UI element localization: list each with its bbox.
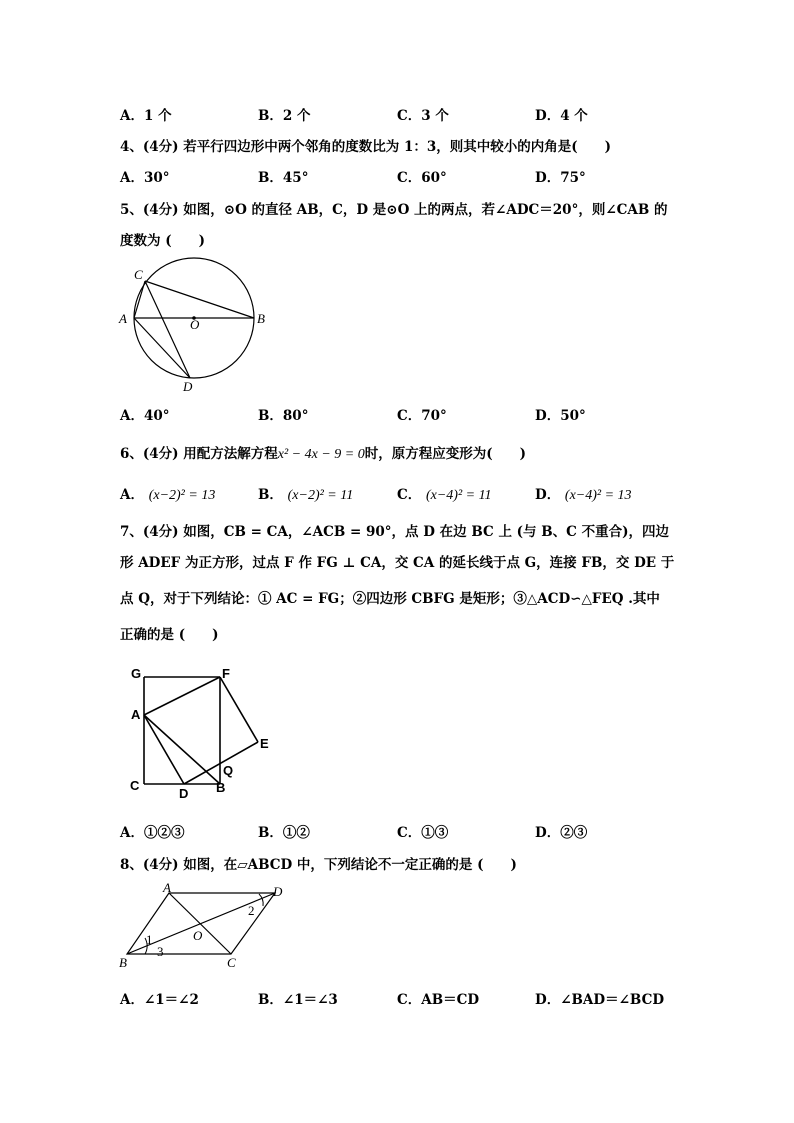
- q6-stem-prefix: 6、(4分) 用配方法解方程: [120, 446, 278, 462]
- q8-parallelogram-figure: [115, 882, 295, 972]
- q5-label-d: D: [183, 379, 193, 394]
- q8-label-o: O: [193, 928, 203, 943]
- q6-equation: x² − 4x − 9 = 0: [277, 447, 365, 462]
- q3-option-d: D．4 个: [535, 108, 588, 124]
- q7-option-a: A．①②③: [120, 825, 185, 841]
- q8-stem: 8、(4分) 如图，在▱ABCD 中，下列结论不一定正确的是 ( ): [120, 857, 517, 873]
- q6-stem: [120, 442, 526, 463]
- q7-label-f: F: [222, 666, 230, 681]
- q7-option-d: D．②③: [535, 825, 588, 841]
- q6-option-a: A． (x−2)² = 13: [120, 487, 216, 503]
- q8-label-c: C: [227, 955, 236, 970]
- q5-label-b: B: [257, 311, 265, 326]
- q7-stem-line3: 点 Q，对于下列结论：① AC = FG；②四边形 CBFG 是矩形；③△ACD∽△FEQ .其中: [120, 591, 660, 607]
- q6-option-b: B． (x−2)² = 11: [258, 487, 354, 503]
- q7-label-b: B: [216, 780, 226, 795]
- q8-label-d: D: [273, 884, 283, 899]
- q7-option-c: C．①③: [397, 825, 449, 841]
- q8-label-a: A: [163, 880, 171, 895]
- q5-label-c: C: [134, 267, 143, 282]
- q4-option-b: B．45°: [258, 170, 309, 186]
- q5-stem-line1: 5、(4分) 如图，⊙O 的直径 AB，C，D 是⊙O 上的两点，若∠ADC＝20°，则∠CAB 的: [120, 202, 668, 218]
- q7-label-q: Q: [223, 763, 234, 778]
- q6-option-c-expr: (x−4)² = 11: [425, 488, 492, 503]
- q7-stem-line2: 形 ADEF 为正方形，过点 F 作 FG ⊥ CA，交 CA 的延长线于点 G，连接 FB，交 DE 于: [120, 555, 675, 571]
- q6-option-a-expr: (x−2)² = 13: [148, 488, 216, 503]
- q7-label-a: A: [131, 707, 141, 722]
- q8-option-a: A．∠1＝∠2: [120, 992, 199, 1008]
- q5-stem-line2: 度数为 ( ): [120, 233, 205, 249]
- q6-option-c: C． (x−4)² = 11: [397, 487, 492, 503]
- q7-stem-line4: 正确的是 ( ): [120, 627, 219, 643]
- q7-label-e: E: [260, 736, 269, 751]
- q6-option-d-expr: (x−4)² = 13: [564, 488, 632, 503]
- q5-option-a: A．40°: [120, 408, 170, 424]
- q7-label-c: C: [130, 778, 140, 793]
- q7-square-figure: [125, 662, 285, 802]
- q7-label-d: D: [179, 786, 189, 801]
- q8-label-b: B: [119, 955, 127, 970]
- q5-option-b: B．80°: [258, 408, 309, 424]
- q5-label-a: A: [119, 311, 127, 326]
- q7-label-g: G: [131, 666, 142, 681]
- q4-option-c: C．60°: [397, 170, 447, 186]
- q8-option-b: B．∠1＝∠3: [258, 992, 338, 1008]
- q4-option-a: A．30°: [120, 170, 170, 186]
- q6-stem-suffix: 时，原方程应变形为( ): [364, 446, 527, 462]
- q3-option-c: C．3 个: [397, 108, 449, 124]
- q6-option-d: D． (x−4)² = 13: [535, 487, 632, 503]
- q3-option-a: A．1 个: [120, 108, 172, 124]
- q3-option-b: B．2 个: [258, 108, 311, 124]
- q7-stem-line1: 7、(4分) 如图，CB = CA，∠ACB = 90°，点 D 在边 BC 上 (与 B、C 不重合)，四边: [120, 524, 669, 540]
- q5-option-d: D．50°: [535, 408, 586, 424]
- q5-option-c: C．70°: [397, 408, 447, 424]
- q8-option-c: C．AB＝CD: [397, 992, 480, 1008]
- q8-label-2: 2: [248, 903, 255, 918]
- q8-label-1: 1: [146, 932, 153, 947]
- q4-stem: 4、(4分) 若平行四边形中两个邻角的度数比为 1：3，则其中较小的内角是( ): [120, 139, 612, 155]
- q8-option-d: D．∠BAD＝∠BCD: [535, 992, 665, 1008]
- q7-option-b: B．①②: [258, 825, 310, 841]
- q5-label-o: O: [190, 317, 200, 332]
- q5-circle-figure: [115, 262, 275, 397]
- q4-option-d: D．75°: [535, 170, 586, 186]
- q6-option-b-expr: (x−2)² = 11: [287, 488, 354, 503]
- q8-label-3: 3: [157, 944, 164, 959]
